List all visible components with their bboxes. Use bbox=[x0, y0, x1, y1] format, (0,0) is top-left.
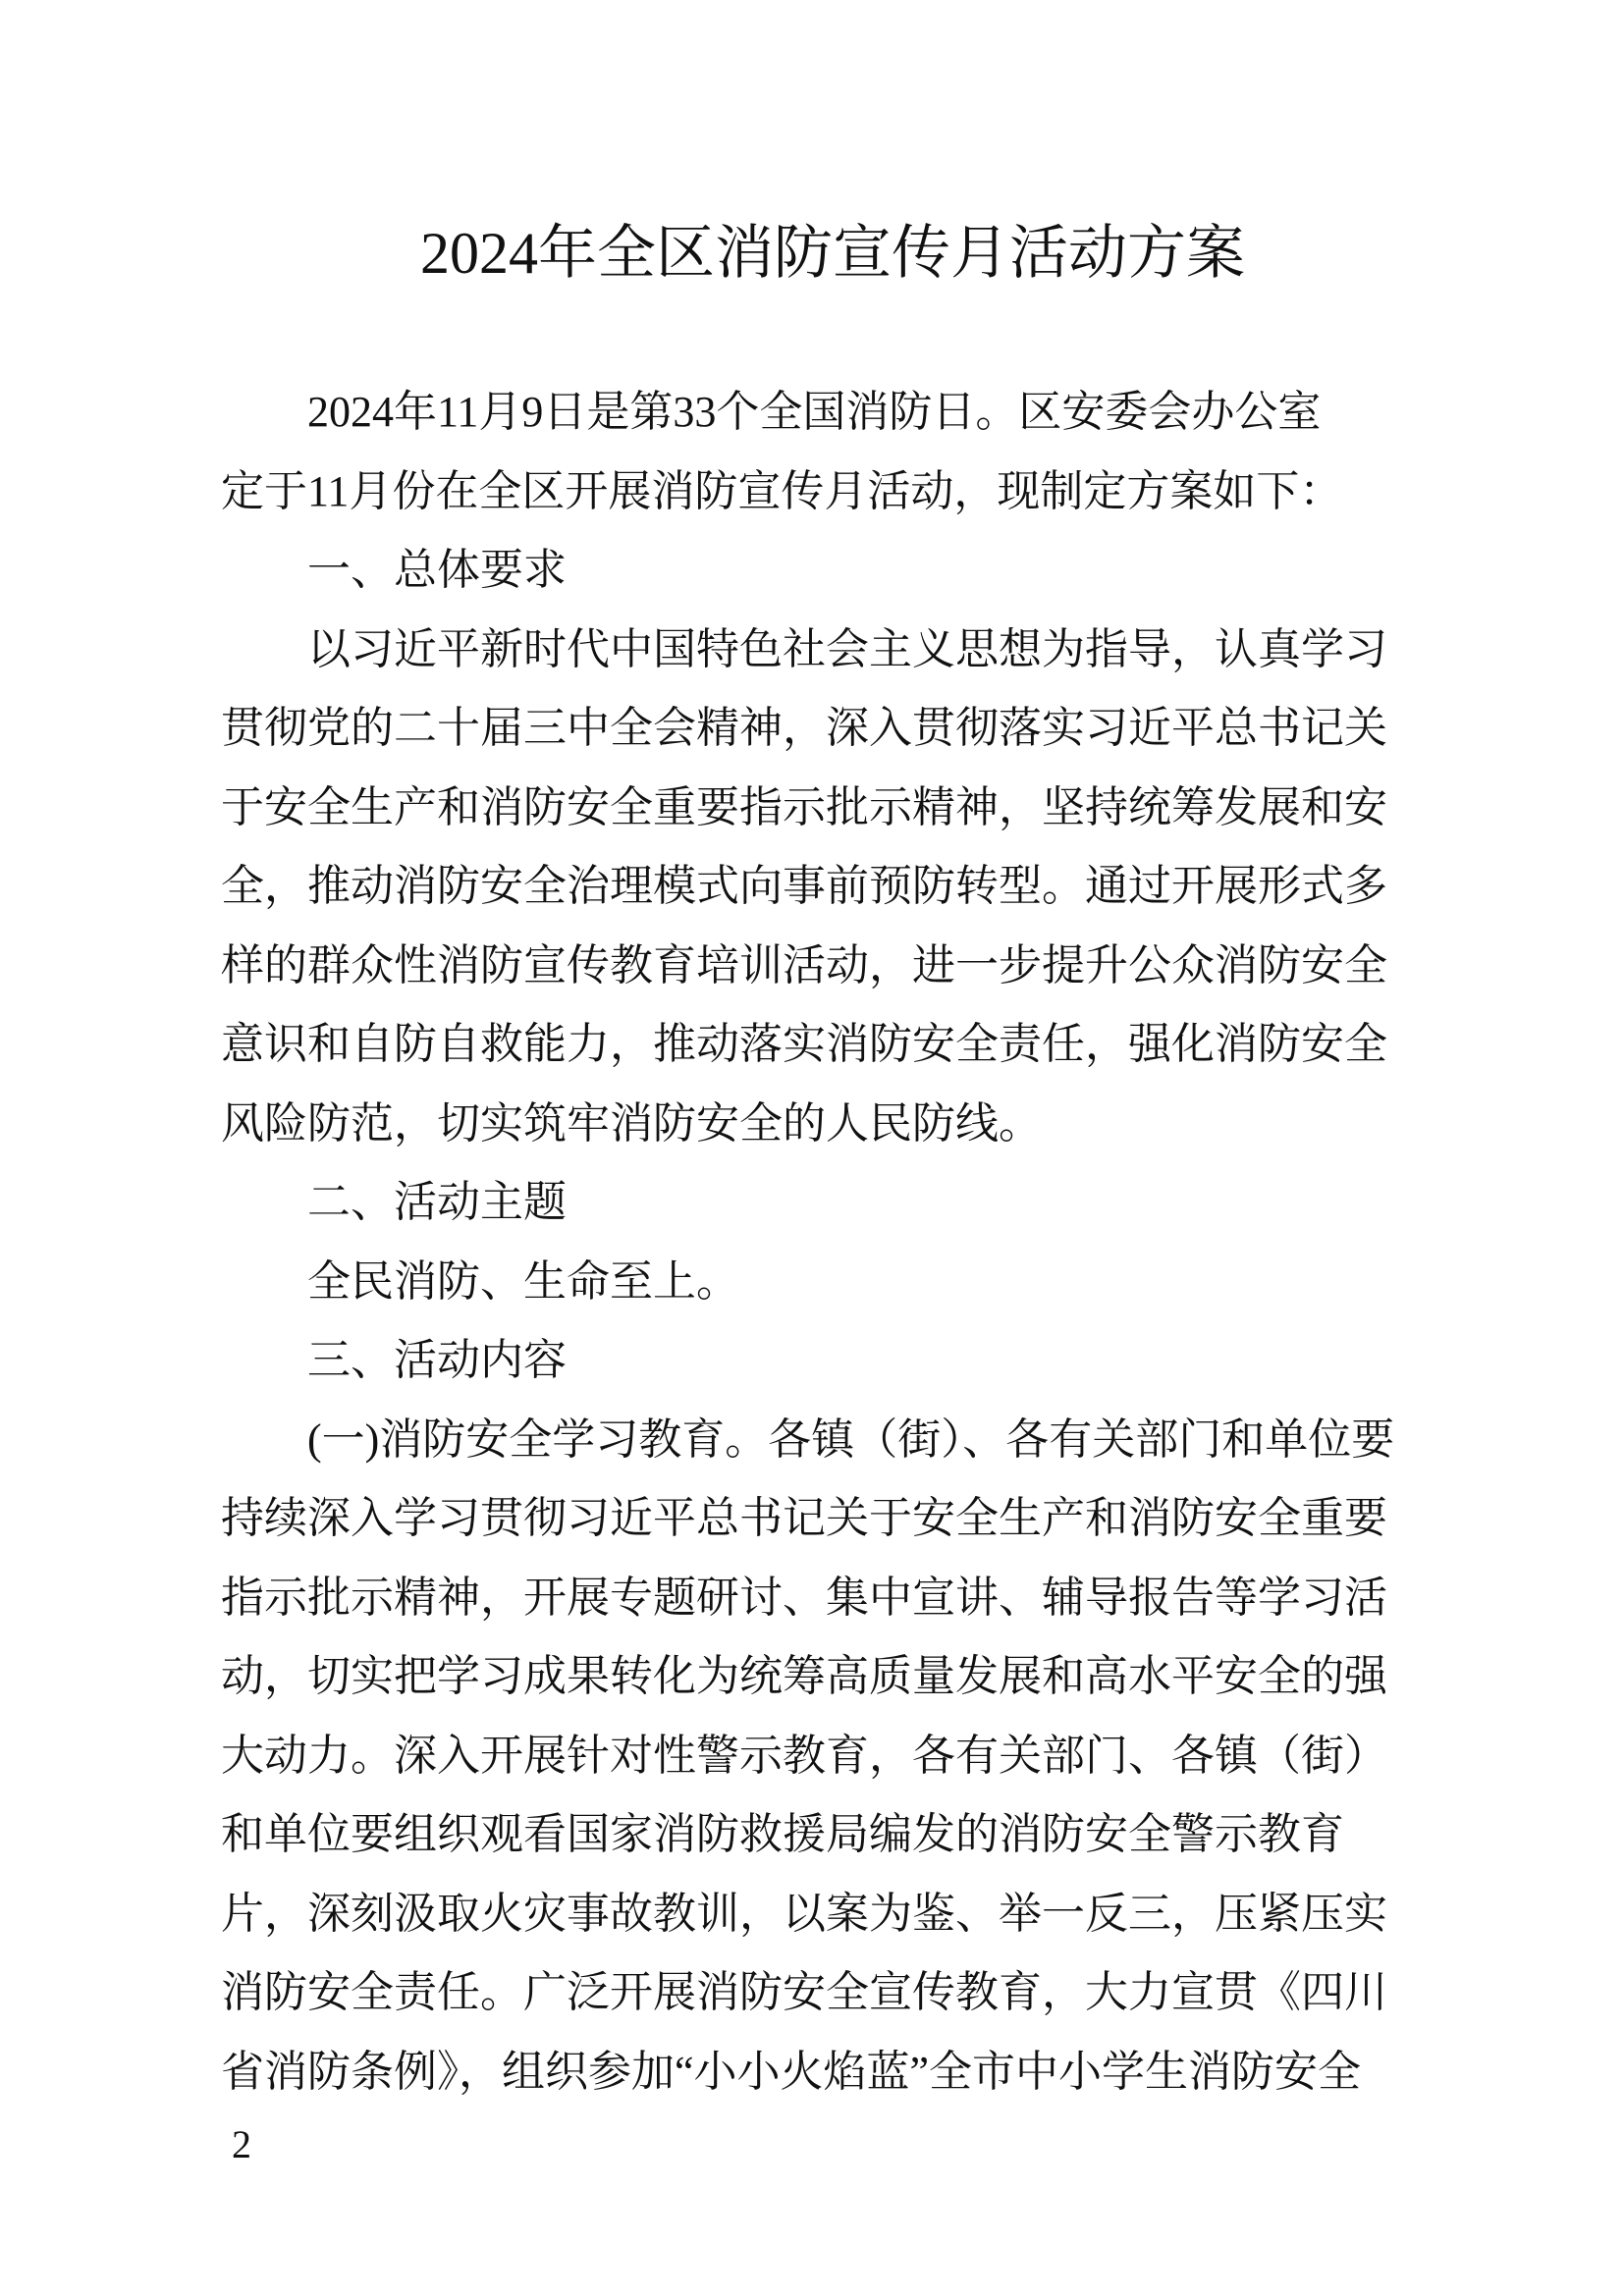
text-line: 持续深入学习贯彻习近平总书记关于安全生产和消防安全重要 bbox=[221, 1494, 1387, 1542]
text-line: 指示批示精神，开展专题研讨、集中宣讲、辅导报告等学习活 bbox=[221, 1573, 1387, 1622]
text-line: 定于11月份在全区开展消防宣传月活动，现制定方案如下： bbox=[221, 466, 1343, 515]
text-line: 于安全生产和消防安全重要指示批示精神，坚持统筹发展和安 bbox=[221, 782, 1387, 831]
text-line: 以习近平新时代中国特色社会主义思想为指导，认真学习 bbox=[307, 624, 1387, 673]
text-line: 贯彻党的二十届三中全会精神，深入贯彻落实习近平总书记关 bbox=[221, 704, 1387, 752]
text-line: 消防安全责任。广泛开展消防安全宣传教育，大力宣贯《四川 bbox=[221, 1968, 1387, 2016]
text-line: 二、活动主题 bbox=[307, 1178, 567, 1226]
text-line: 风险防范，切实筑牢消防安全的人民防线。 bbox=[221, 1098, 1042, 1148]
text-line: 动，切实把学习成果转化为统筹高质量发展和高水平安全的强 bbox=[221, 1652, 1387, 1700]
text-line: (一)消防安全学习教育。各镇（街）、各有关部门和单位要 bbox=[307, 1415, 1395, 1464]
text-line: 和单位要组织观看国家消防救援局编发的消防安全警示教育 bbox=[221, 1810, 1344, 1858]
text-line: 2024年11月9日是第33个全国消防日。区安委会办公室 bbox=[307, 388, 1322, 436]
text-line: 片，深刻汲取火灾事故教训，以案为鉴、举一反三，压紧压实 bbox=[221, 1889, 1387, 1938]
text-line: 意识和自防自救能力，推动落实消防安全责任，强化消防安全 bbox=[221, 1020, 1387, 1068]
text-line: 全，推动消防安全治理模式向事前预防转型。通过开展形式多 bbox=[221, 862, 1387, 910]
document-body bbox=[221, 373, 1438, 2111]
text-line: 全民消防、生命至上。 bbox=[307, 1256, 739, 1306]
text-line: 省消防条例》，组织参加“小小火焰蓝”全市中小学生消防安全 bbox=[221, 2047, 1362, 2096]
page-number: 2 bbox=[232, 2122, 251, 2166]
text-line: 大动力。深入开展针对性警示教育，各有关部门、各镇（街） bbox=[221, 1731, 1387, 1780]
text-line: 一、总体要求 bbox=[307, 546, 567, 594]
document-title: 2024年全区消防宣传月活动方案 bbox=[420, 221, 1245, 286]
text-line: 三、活动内容 bbox=[307, 1336, 567, 1384]
text-line: 样的群众性消防宣传教育培训活动，进一步提升公众消防安全 bbox=[221, 940, 1387, 989]
